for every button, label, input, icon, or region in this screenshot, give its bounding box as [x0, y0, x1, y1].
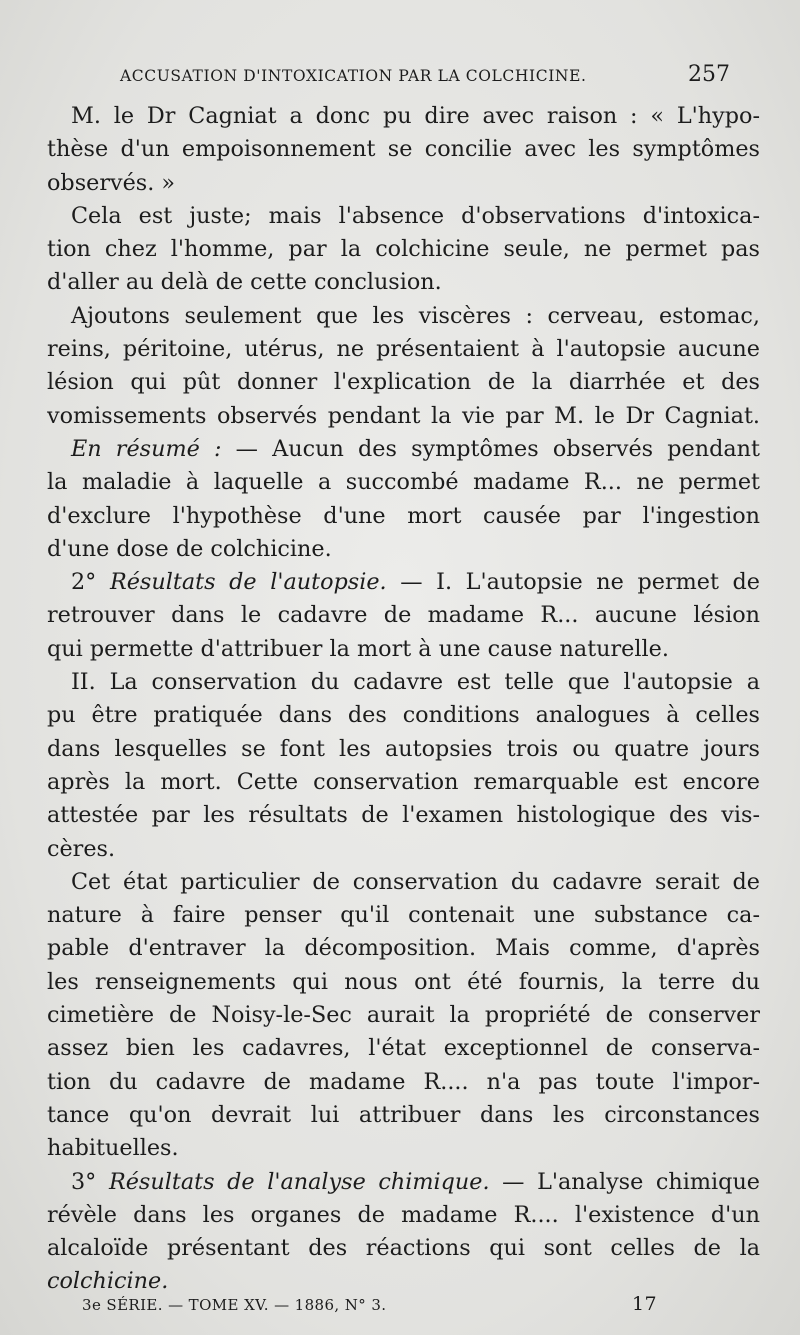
signature-mark: 17	[632, 1293, 657, 1315]
text-line: pable d'entraver la décomposition. Mais comme, d'après	[47, 935, 760, 962]
text-line	[47, 1166, 760, 1199]
text-line: habituelles.	[47, 1135, 179, 1162]
text-line: tance qu'on devrait lui attribuer dans les circonstances	[47, 1101, 760, 1128]
text-run: — L'analyse chimique	[489, 1168, 760, 1195]
text-line: reins, péritoine, utérus, ne présentaient à l'autopsie aucune	[47, 336, 760, 363]
series-line: 3e SÉRIE. — TOME XV. — 1886, N° 3.	[82, 1296, 387, 1314]
page-number: 257	[688, 62, 730, 87]
text-run: — Aucun des symptômes observés pendant	[221, 435, 760, 462]
text-line: Ajoutons seulement que les viscères : cerveau, estomac,	[71, 302, 760, 329]
text-line: d'exclure l'hypothèse d'une mort causée par l'ingestion	[47, 502, 760, 529]
section-number: 3°	[71, 1168, 109, 1195]
text-line: observés. »	[47, 169, 176, 196]
text-line: M. le Dr Cagniat a donc pu dire avec raison : « L'hypo-	[71, 103, 760, 129]
text-line: cimetière de Noisy-le-Sec aurait la propriété de conserver	[47, 1002, 760, 1029]
text-line: II. La conservation du cadavre est telle que l'autopsie a	[71, 669, 760, 696]
running-header	[120, 62, 730, 87]
text-line: tion chez l'homme, par la colchicine seule, ne permet pas	[47, 236, 760, 263]
section-heading: Résultats de l'analyse chimique.	[108, 1168, 490, 1195]
section-heading: Résultats de l'autopsie.	[109, 569, 387, 596]
text-line: nature à faire penser qu'il contenait une substance ca-	[47, 902, 760, 929]
text-line: Cela est juste; mais l'absence d'observations d'intoxica-	[71, 202, 760, 229]
running-title: ACCUSATION D'INTOXICATION PAR LA COLCHICINE.	[120, 67, 587, 85]
page-footer	[82, 1293, 657, 1315]
text-line	[47, 566, 760, 599]
italic-run: colchicine.	[47, 1268, 169, 1295]
text-line	[47, 433, 760, 466]
text-line: les renseignements qui nous ont été fournis, la terre du	[47, 968, 760, 995]
text-line: d'aller au delà de cette conclusion.	[47, 269, 442, 296]
text-line: révèle dans les organes de madame R.... l'existence d'un	[47, 1201, 760, 1228]
text-line: d'une dose de colchicine.	[47, 535, 332, 562]
text-line: Cet état particulier de conservation du cadavre serait de	[71, 868, 760, 895]
text-line: après la mort. Cette conservation remarquable est encore	[47, 768, 760, 795]
text-line: assez bien les cadavres, l'état exceptionnel de conserva-	[47, 1035, 760, 1062]
text-line: dans lesquelles se font les autopsies trois ou quatre jours	[47, 735, 760, 762]
text-line: la maladie à laquelle a succombé madame R... ne permet	[47, 469, 760, 496]
section-number: 2°	[71, 569, 110, 596]
text-line: cères.	[47, 835, 116, 862]
italic-run: En résumé :	[71, 435, 222, 462]
text-line: retrouver dans le cadavre de madame R... aucune lésion	[47, 602, 760, 629]
text-line: thèse d'un empoisonnement se concilie avec les symptômes	[47, 136, 760, 163]
text-line: alcaloïde présentant des réactions qui sont celles de la	[47, 1235, 760, 1262]
body-text	[47, 100, 760, 1299]
text-line: tion du cadavre de madame R.... n'a pas toute l'impor-	[47, 1068, 760, 1095]
text-line: vomissements observés pendant la vie par M. le Dr Cagniat.	[47, 402, 760, 429]
text-line: attestée par les résultats de l'examen histologique des vis-	[47, 802, 760, 829]
text-line: qui permette d'attribuer la mort à une cause naturelle.	[47, 635, 669, 662]
text-line: lésion qui pût donner l'explication de la diarrhée et des	[47, 369, 760, 396]
text-line: pu être pratiquée dans des conditions analogues à celles	[47, 702, 760, 729]
text-run: — I. L'autopsie ne permet de	[386, 569, 760, 596]
